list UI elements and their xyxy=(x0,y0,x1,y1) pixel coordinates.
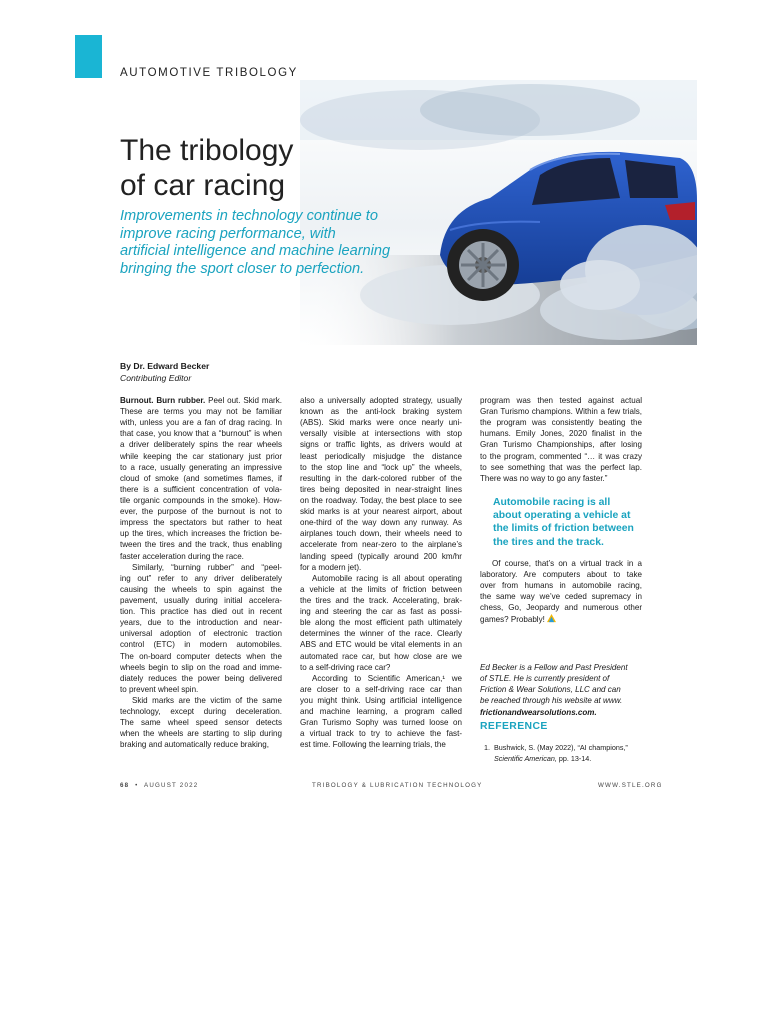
text-line: These are terms you may not be familiar xyxy=(120,407,282,417)
text-line: to see something that was the perfect lap. xyxy=(480,462,642,472)
text-line: one-third of the way down any runway. As xyxy=(300,518,462,528)
author-role: Contributing Editor xyxy=(120,372,192,383)
byline xyxy=(120,361,209,384)
text-line: impress the spectators but rather to heat xyxy=(120,518,282,528)
pull-quote-line: the tires and the track. xyxy=(493,536,604,548)
bio-line: be reached through his website at www. xyxy=(480,696,623,706)
footer-left xyxy=(120,782,198,789)
text-line: with, unless you are a fan of drag racing. In xyxy=(120,418,282,428)
text-line: over from humans in automobile racing, xyxy=(480,581,642,591)
section-label: AUTOMOTIVE TRIBOLOGY xyxy=(120,67,298,79)
text-line: versally visible at intersections with stop xyxy=(300,429,462,439)
column-1 xyxy=(120,395,282,751)
text-line: Automobile racing is all about operating xyxy=(312,573,462,583)
text-line: are closer to a self-driving race car than xyxy=(300,684,462,694)
text-line: tion. This practice has died out in recent xyxy=(120,607,282,617)
text-line: and machine learning, a program called xyxy=(300,707,462,717)
page-number: 68 xyxy=(120,782,130,789)
text-line: when the wheels are starting to slip during xyxy=(120,729,282,739)
text-line: accelerate from near-zero to the airplane’s xyxy=(300,540,462,550)
text-line: Gran Turismo Sophy was turned loose on xyxy=(300,718,462,728)
article-title xyxy=(120,133,293,203)
deck-line: artificial intelligence and machine learning xyxy=(120,243,391,259)
text-line: to prevent wheel spin. xyxy=(120,684,199,694)
text-line: The same wheel speed sensor detects xyxy=(120,718,282,728)
text-line: for a modern jet). xyxy=(300,562,362,572)
text-line: diately reduces the power being delivered xyxy=(120,673,282,683)
text-line: technology, except during deceleration. xyxy=(120,707,282,717)
bio-line: Friction & Wear Solutions, LLC and can xyxy=(480,685,621,695)
text-line: determines the winner of the race. Clearly xyxy=(300,629,462,639)
text-line: control (ETC) in modern automobiles. xyxy=(120,640,282,650)
text-line: pavement, usually during initial accelera- xyxy=(120,595,282,605)
bio-website: frictionandwearsolutions.com. xyxy=(480,707,597,717)
text-line: landing speed (typically around 200 km/hr xyxy=(300,551,462,561)
article-deck xyxy=(120,208,420,278)
pull-quote-line: the limits of friction between xyxy=(493,523,634,535)
text-line: known as the anti-lock braking system xyxy=(300,407,462,417)
text-line: a driver deliberately spins the rear wheels xyxy=(120,440,282,450)
deck-line: bringing the sport closer to perfection. xyxy=(120,260,365,277)
text-line: ever, the purpose of the burnout is not to xyxy=(120,507,282,517)
text-line: a virtual track to try to achieve the fast- xyxy=(300,729,462,739)
article-title-line: The tribology xyxy=(120,134,294,167)
text-line: you might think. Using artificial intelligence xyxy=(300,695,462,705)
text-line: to the stop line and “lock up” the wheels, xyxy=(300,462,462,472)
text-line: cloud of smoke (and sometimes flames, if xyxy=(120,473,282,483)
text-line: the program was consistently beating the xyxy=(480,418,642,428)
text-line: the same way we’ve ceded supremacy in xyxy=(480,592,642,602)
text-line: least periodically misjudge the distance xyxy=(300,451,462,461)
reference-number: 1. xyxy=(484,743,490,752)
text-line: humans. Emily Jones, 2020 finalist in the xyxy=(480,429,642,439)
text-line: also a universally adopted strategy, usually xyxy=(300,396,462,405)
text-line-content: Peel out. Skid mark. xyxy=(208,396,282,405)
text-line: ble along the most efficient path ultimately xyxy=(300,618,462,628)
text-line: Skid marks are the victim of the same xyxy=(132,695,282,705)
footer-separator: • xyxy=(135,782,139,789)
deck-line: improve racing performance, with xyxy=(120,225,336,242)
text-line: There was no way to go any faster.” xyxy=(480,473,608,483)
text-line: universal adoption of electronic traction xyxy=(120,629,282,639)
text-line: ing and steering the car as fast as possi- xyxy=(300,607,462,617)
text-line: faster acceleration during the race. xyxy=(120,551,244,561)
reference-pages: pp. 13-14. xyxy=(558,753,592,763)
text-line: the tires and the track. Accelerating, brak- xyxy=(300,595,462,605)
text-line: airplanes touch down, their wheels need to xyxy=(300,529,462,539)
text-line: program was then tested against actual xyxy=(480,396,642,405)
reference-item xyxy=(484,743,628,764)
text-line: automated race car, but how close are we xyxy=(300,651,462,661)
author-name: By Dr. Edward Becker xyxy=(120,361,210,371)
text-line: laboratory. Are computers about to take xyxy=(480,570,642,580)
section-color-tab xyxy=(75,35,102,78)
column-3-continued xyxy=(480,558,642,625)
text-line: Gran Turismo Championships, after losing xyxy=(480,440,642,450)
text-line: Of course, that’s on a virtual track in a xyxy=(492,559,642,568)
footer-url: WWW.STLE.ORG xyxy=(598,782,663,789)
bio-line: Ed Becker is a Fellow and Past President xyxy=(480,663,628,672)
text-line: skid marks is at your nearest airport, about xyxy=(300,507,462,517)
text-line: Gran Turismo champions. Within a few trials, xyxy=(480,407,642,417)
text-line: to a race, usually generating an impressive xyxy=(120,462,282,472)
text-line: while keeping the car stationary just prior xyxy=(120,451,282,461)
text-line: ABS and ETC would be vital elements in an xyxy=(300,640,462,650)
text-line: Similarly, “burning rubber” and “peel- xyxy=(132,562,282,572)
text-line: signs or traffic lights, as drivers would at xyxy=(300,440,462,450)
text-line: on the roadway. Today, the best place to see xyxy=(300,495,462,505)
pull-quote xyxy=(493,496,653,549)
text-line: tile organic compounds in the smoke). How- xyxy=(120,495,282,505)
text-line: there is a sufficient concentration of vola- xyxy=(120,484,282,494)
text-line: years, due to the introduction and near- xyxy=(120,618,282,628)
text-line: chess, Go, Jeopardy and numerous other xyxy=(480,603,642,613)
deck-line: Improvements in technology continue to xyxy=(120,208,378,224)
stle-end-mark-icon xyxy=(547,614,556,623)
text-line xyxy=(120,395,282,406)
author-bio xyxy=(480,662,650,718)
footer-publication: TRIBOLOGY & LUBRICATION TECHNOLOGY xyxy=(312,782,483,789)
text-line: up the tires, which increases the friction be- xyxy=(120,529,282,539)
text-line: a vehicle at the limits of friction between xyxy=(300,584,462,594)
issue-date: AUGUST 2022 xyxy=(144,782,199,789)
text-line: games? Probably! xyxy=(480,614,642,625)
text-line: that case, you know that a “burnout” is when xyxy=(120,429,282,439)
column-3 xyxy=(480,395,642,484)
text-line: tires being deposited in near-straight lines xyxy=(300,484,462,494)
text-line: (ABS). Skid marks were once nearly uni- xyxy=(300,418,462,428)
run-in-heading: Burnout. Burn rubber. xyxy=(120,396,206,405)
reference-text: Bushwick, S. (May 2022), “AI champions,” xyxy=(494,743,628,752)
text-line: According to Scientific American,¹ we xyxy=(312,673,462,683)
reference-source: Scientific American, xyxy=(494,753,557,763)
text-line: resulting in the dark-colored rubber of the xyxy=(300,473,462,483)
reference-heading: REFERENCE xyxy=(480,721,548,732)
text-line: to a self-driving race car? xyxy=(300,662,391,672)
text-line: The on-board computer detects when the xyxy=(120,651,282,661)
article-title-line: of car racing xyxy=(120,169,286,202)
text-line: est time. Following the learning trials, the xyxy=(300,740,446,750)
text-line: causing the wheels to spin against the xyxy=(120,584,282,594)
text-line: braking and automatically reduce braking, xyxy=(120,740,269,750)
text-line: ing out” refer to any driver deliberately xyxy=(120,573,282,583)
text-line: wheels begin to slip on the road and imme- xyxy=(120,662,282,672)
pull-quote-line: about operating a vehicle at xyxy=(493,510,631,522)
text-line: to the program, commented “… it was crazy xyxy=(480,451,642,461)
pull-quote-line: Automobile racing is all xyxy=(493,497,611,508)
text-line: tween the tires and the track, thus enabling xyxy=(120,540,282,550)
bio-line: of STLE. He is currently president of xyxy=(480,674,610,684)
column-2 xyxy=(300,395,462,751)
